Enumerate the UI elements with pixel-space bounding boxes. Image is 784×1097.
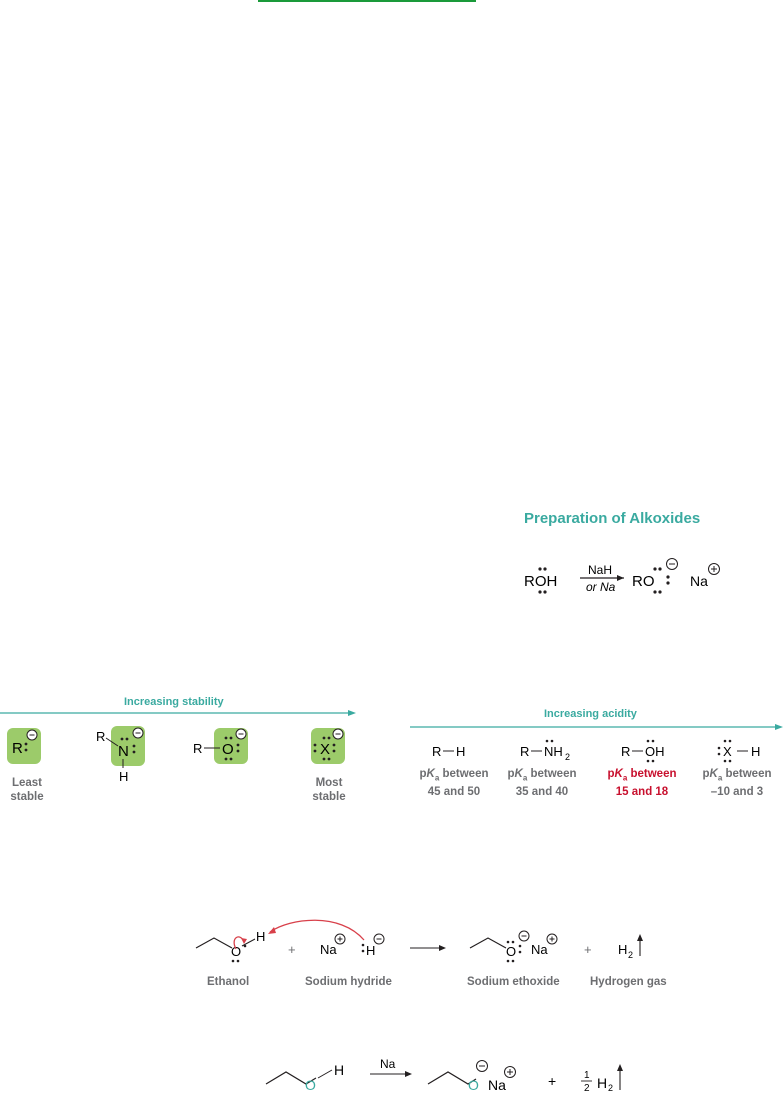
reaction1-scheme	[190, 918, 690, 973]
ethanol-h: H	[256, 929, 266, 944]
ethanol-structure	[196, 938, 232, 948]
top-rule	[258, 0, 476, 2]
svg-text:2: 2	[565, 752, 571, 762]
label-sodium-ethoxide: Sodium ethoxide	[467, 976, 560, 988]
acidity-formulas	[406, 734, 784, 768]
ethanol-oxygen: O	[231, 944, 242, 959]
pka-roh: $pK_a$ between 15 and 18	[607, 768, 677, 799]
label-sodium-hydride: Sodium hydride	[305, 976, 392, 988]
svg-text:+: +	[548, 1073, 557, 1089]
svg-text:2: 2	[584, 1083, 590, 1094]
alkoxides-title: Preparation of Alkoxides	[524, 510, 701, 527]
reagent-na-2: Na	[380, 1057, 396, 1071]
electron-arrow	[270, 920, 364, 940]
alkoxide-equation	[510, 550, 740, 620]
reagent-or-na: or Na	[586, 580, 616, 594]
product-ro: RO	[632, 573, 655, 590]
hydride: H	[366, 943, 376, 958]
pka-rh: $pK_a$ between 45 and 50	[419, 768, 489, 799]
acidity-arrow	[406, 722, 784, 732]
pka-rnh2: $pK_a$ between 35 and 40	[507, 768, 577, 799]
svg-text:Na: Na	[531, 942, 548, 957]
svg-text:H: H	[751, 744, 761, 759]
n-substituent-h: H	[119, 769, 129, 784]
formula-xh: X	[723, 744, 732, 759]
svg-text:NH: NH	[544, 744, 563, 759]
reactant-roh: ROH	[524, 573, 558, 590]
svg-text:1: 1	[584, 1070, 590, 1081]
species-x: X	[320, 741, 331, 758]
svg-text:2: 2	[628, 950, 634, 960]
formula-rh: R	[432, 744, 442, 759]
label-hydrogen-gas: Hydrogen gas	[590, 976, 667, 988]
ethoxide-structure	[470, 938, 506, 948]
reaction2-scheme	[262, 1050, 642, 1095]
svg-text:O: O	[305, 1077, 316, 1093]
hydrogen-gas: H	[618, 942, 628, 957]
least-stable-label: Least stable	[10, 777, 44, 803]
pka-xh: $pK_a$ between –10 and 3	[702, 768, 772, 799]
o-substituent-r: R	[193, 741, 203, 756]
svg-text:2: 2	[608, 1083, 614, 1093]
product-na: Na	[690, 573, 708, 589]
acidity-arrow-label: Increasing acidity	[544, 708, 637, 720]
sodium-cation: Na	[320, 942, 337, 957]
svg-text:Na: Na	[488, 1077, 506, 1093]
n-substituent-r: R	[96, 729, 106, 744]
stability-arrow-label: Increasing stability	[124, 696, 224, 708]
svg-text:O: O	[468, 1077, 479, 1093]
species-r: R	[12, 740, 23, 757]
svg-text:H: H	[597, 1075, 608, 1091]
svg-text:+: +	[584, 942, 592, 957]
stability-arrow	[0, 708, 360, 718]
svg-text:H: H	[334, 1062, 345, 1078]
svg-text:O: O	[506, 944, 517, 959]
svg-text:H: H	[456, 744, 466, 759]
svg-text:OH: OH	[645, 744, 665, 759]
svg-text:+: +	[288, 942, 296, 957]
species-n: N	[118, 743, 129, 760]
most-stable-label: Most stable	[312, 777, 346, 803]
formula-rnh2: R	[520, 744, 530, 759]
species-o: O	[222, 741, 234, 758]
reagent-nah: NaH	[588, 563, 613, 577]
label-ethanol: Ethanol	[207, 976, 250, 988]
formula-roh: R	[621, 744, 631, 759]
